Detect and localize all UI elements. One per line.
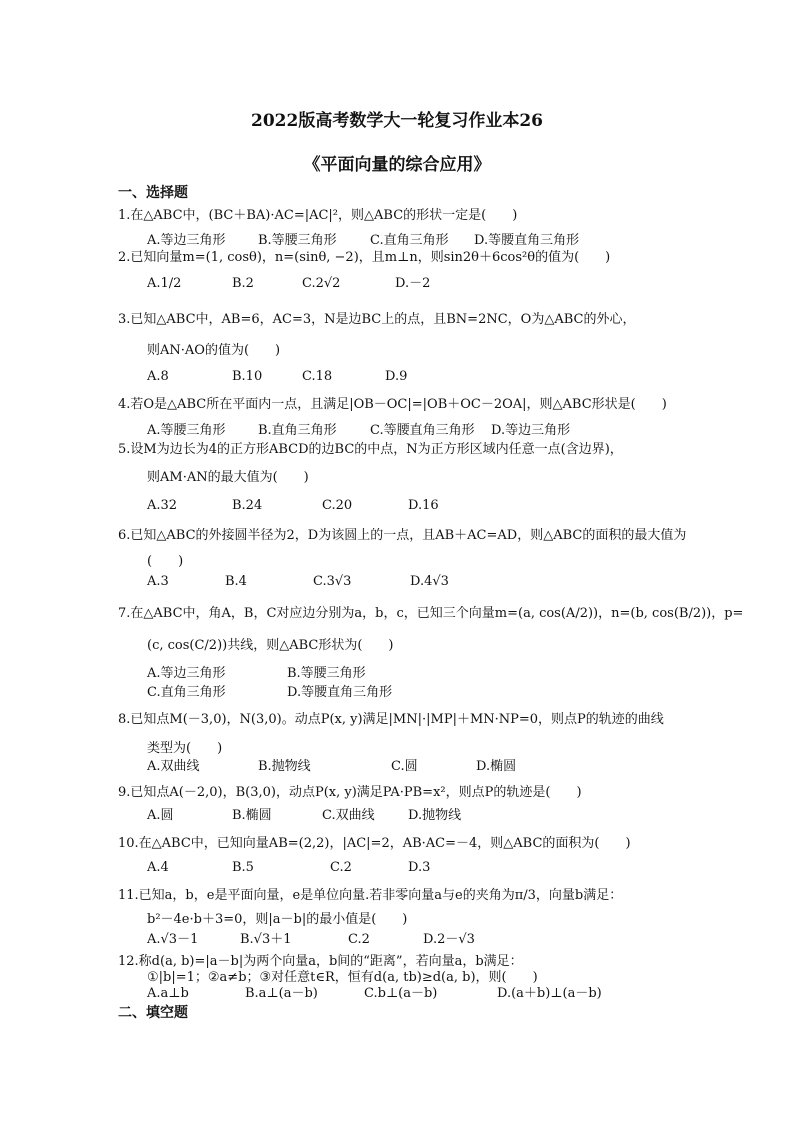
question-10-option: C.2 (330, 860, 352, 875)
question-10-stem: 10.在△ABC中，已知向量AB=(2,2)，|AC|=2，AB·AC=－4，则△ABC的面积为( ) (118, 836, 631, 851)
question-7-option: D.等腰直角三角形 (287, 685, 393, 700)
question-10-option: D.3 (408, 860, 431, 875)
question-2-option: C.2√2 (302, 276, 341, 291)
question-1-option: B.等腰三角形 (258, 233, 337, 248)
question-6-stem: 6.已知△ABC的外接圆半径为2，D为该圆上的一点，且AB＋AC=AD，则△ABC的面积的最大值为 (118, 528, 687, 543)
page-title: 2022版高考数学大一轮复习作业本26 (251, 111, 543, 131)
question-5-stem: 则AM·AN的最大值为( ) (147, 470, 309, 485)
question-2-stem: 2.已知向量m=(1, cosθ)，n=(sinθ, −2)，且m⊥n，则sin2θ＋6cos²θ的值为( ) (118, 250, 611, 265)
question-10-option: A.4 (147, 860, 169, 875)
question-12-option: A.a⊥b (147, 986, 189, 1001)
question-1-option: D.等腰直角三角形 (474, 233, 580, 248)
question-11-stem: 11.已知a，b，e是平面向量，e是单位向量.若非零向量a与e的夹角为π/3，向量b满足： (118, 888, 623, 903)
question-11-stem: b²－4e·b＋3=0，则|a－b|的最小值是( ) (147, 912, 408, 927)
question-12-stem: ①|b|=1；②a≠b；③对任意t∈R，恒有d(a, tb)≥d(a, b)，则( ) (147, 970, 538, 985)
question-4-option: B.直角三角形 (258, 423, 337, 438)
question-12-option: C.b⊥(a－b) (364, 986, 438, 1001)
question-7-option: A.等边三角形 (147, 666, 226, 681)
question-8-option: C.圆 (391, 759, 418, 774)
question-12-option: B.a⊥(a－b) (245, 986, 318, 1001)
question-2-option: B.2 (232, 276, 254, 291)
question-9-option: A.圆 (147, 808, 174, 823)
question-11-option: A.√3－1 (147, 932, 199, 947)
question-6-option: B.4 (225, 574, 247, 589)
section-heading-choice: 一、选择题 (118, 185, 188, 201)
question-12-stem: 12.称d(a, b)=|a－b|为两个向量a，b间的“距离”，若向量a，b满足： (118, 954, 523, 969)
question-2-option: A.1/2 (147, 276, 182, 291)
question-4-stem: 4.若O是△ABC所在平面内一点，且满足|OB－OC|=|OB＋OC－2OA|，则△ABC形状是( ) (118, 397, 667, 412)
question-9-option: C.双曲线 (322, 808, 375, 823)
question-8-option: A.双曲线 (147, 759, 200, 774)
question-7-option: B.等腰三角形 (287, 666, 366, 681)
question-5-option: B.24 (232, 498, 263, 513)
question-3-option: D.9 (385, 369, 408, 384)
question-3-stem: 3.已知△ABC中，AB=6，AC=3，N是边BC上的点，且BN=2NC，O为△ABC的外心， (118, 312, 636, 327)
question-5-option: A.32 (147, 498, 178, 513)
question-9-option: B.椭圆 (232, 808, 272, 823)
question-11-option: C.2 (348, 932, 370, 947)
question-7-stem: (c, cos(C/2))共线，则△ABC形状为( ) (147, 638, 394, 653)
section-heading-fill: 二、填空题 (118, 1005, 188, 1021)
question-1-stem: 1.在△ABC中，(BC＋BA)·AC=|AC|²，则△ABC的形状一定是( ) (118, 208, 518, 223)
question-6-stem: ( ) (147, 554, 184, 569)
question-5-stem: 5.设M为边长为4的正方形ABCD的边BC的中点，N为正方形区域内任意一点(含边界)， (118, 442, 623, 457)
question-4-option: D.等边三角形 (491, 423, 571, 438)
question-8-stem: 8.已知点M(－3,0)，N(3,0)。动点P(x, y)满足|MN|·|MP|＋MN·NP=0，则点P的轨迹的曲线 (118, 712, 664, 727)
question-3-option: A.8 (147, 369, 169, 384)
question-10-option: B.5 (232, 860, 254, 875)
question-9-stem: 9.已知点A(－2,0)，B(3,0)，动点P(x, y)满足PA·PB=x²，则点P的轨迹是( ) (118, 785, 582, 800)
question-4-option: A.等腰三角形 (147, 423, 226, 438)
question-4-option: C.等腰直角三角形 (370, 423, 475, 438)
question-6-option: D.4√3 (410, 574, 449, 589)
question-6-option: C.3√3 (313, 574, 352, 589)
question-8-option: B.抛物线 (258, 759, 311, 774)
question-1-option: C.直角三角形 (370, 233, 449, 248)
question-8-option: D.椭圆 (476, 759, 517, 774)
question-2-option: D.－2 (395, 276, 431, 291)
question-3-option: B.10 (232, 369, 263, 384)
question-6-option: A.3 (147, 574, 169, 589)
question-3-option: C.18 (302, 369, 333, 384)
question-8-stem: 类型为( ) (147, 741, 223, 756)
question-11-option: B.√3＋1 (240, 932, 292, 947)
question-1-option: A.等边三角形 (147, 233, 226, 248)
question-11-option: D.2－√3 (423, 932, 475, 947)
question-5-option: C.20 (322, 498, 353, 513)
question-7-stem: 7.在△ABC中，角A，B，C对应边分别为a，b，c，已知三个向量m=(a, cos(A/2))，n=(b, cos(B/2))，p= (118, 606, 744, 621)
question-12-option: D.(a＋b)⊥(a－b) (497, 986, 602, 1001)
question-9-option: D.抛物线 (408, 808, 462, 823)
question-7-option: C.直角三角形 (147, 685, 226, 700)
question-5-option: D.16 (408, 498, 439, 513)
question-3-stem: 则AN·AO的值为( ) (147, 343, 281, 358)
page-subtitle: 《平面向量的综合应用》 (303, 155, 491, 175)
